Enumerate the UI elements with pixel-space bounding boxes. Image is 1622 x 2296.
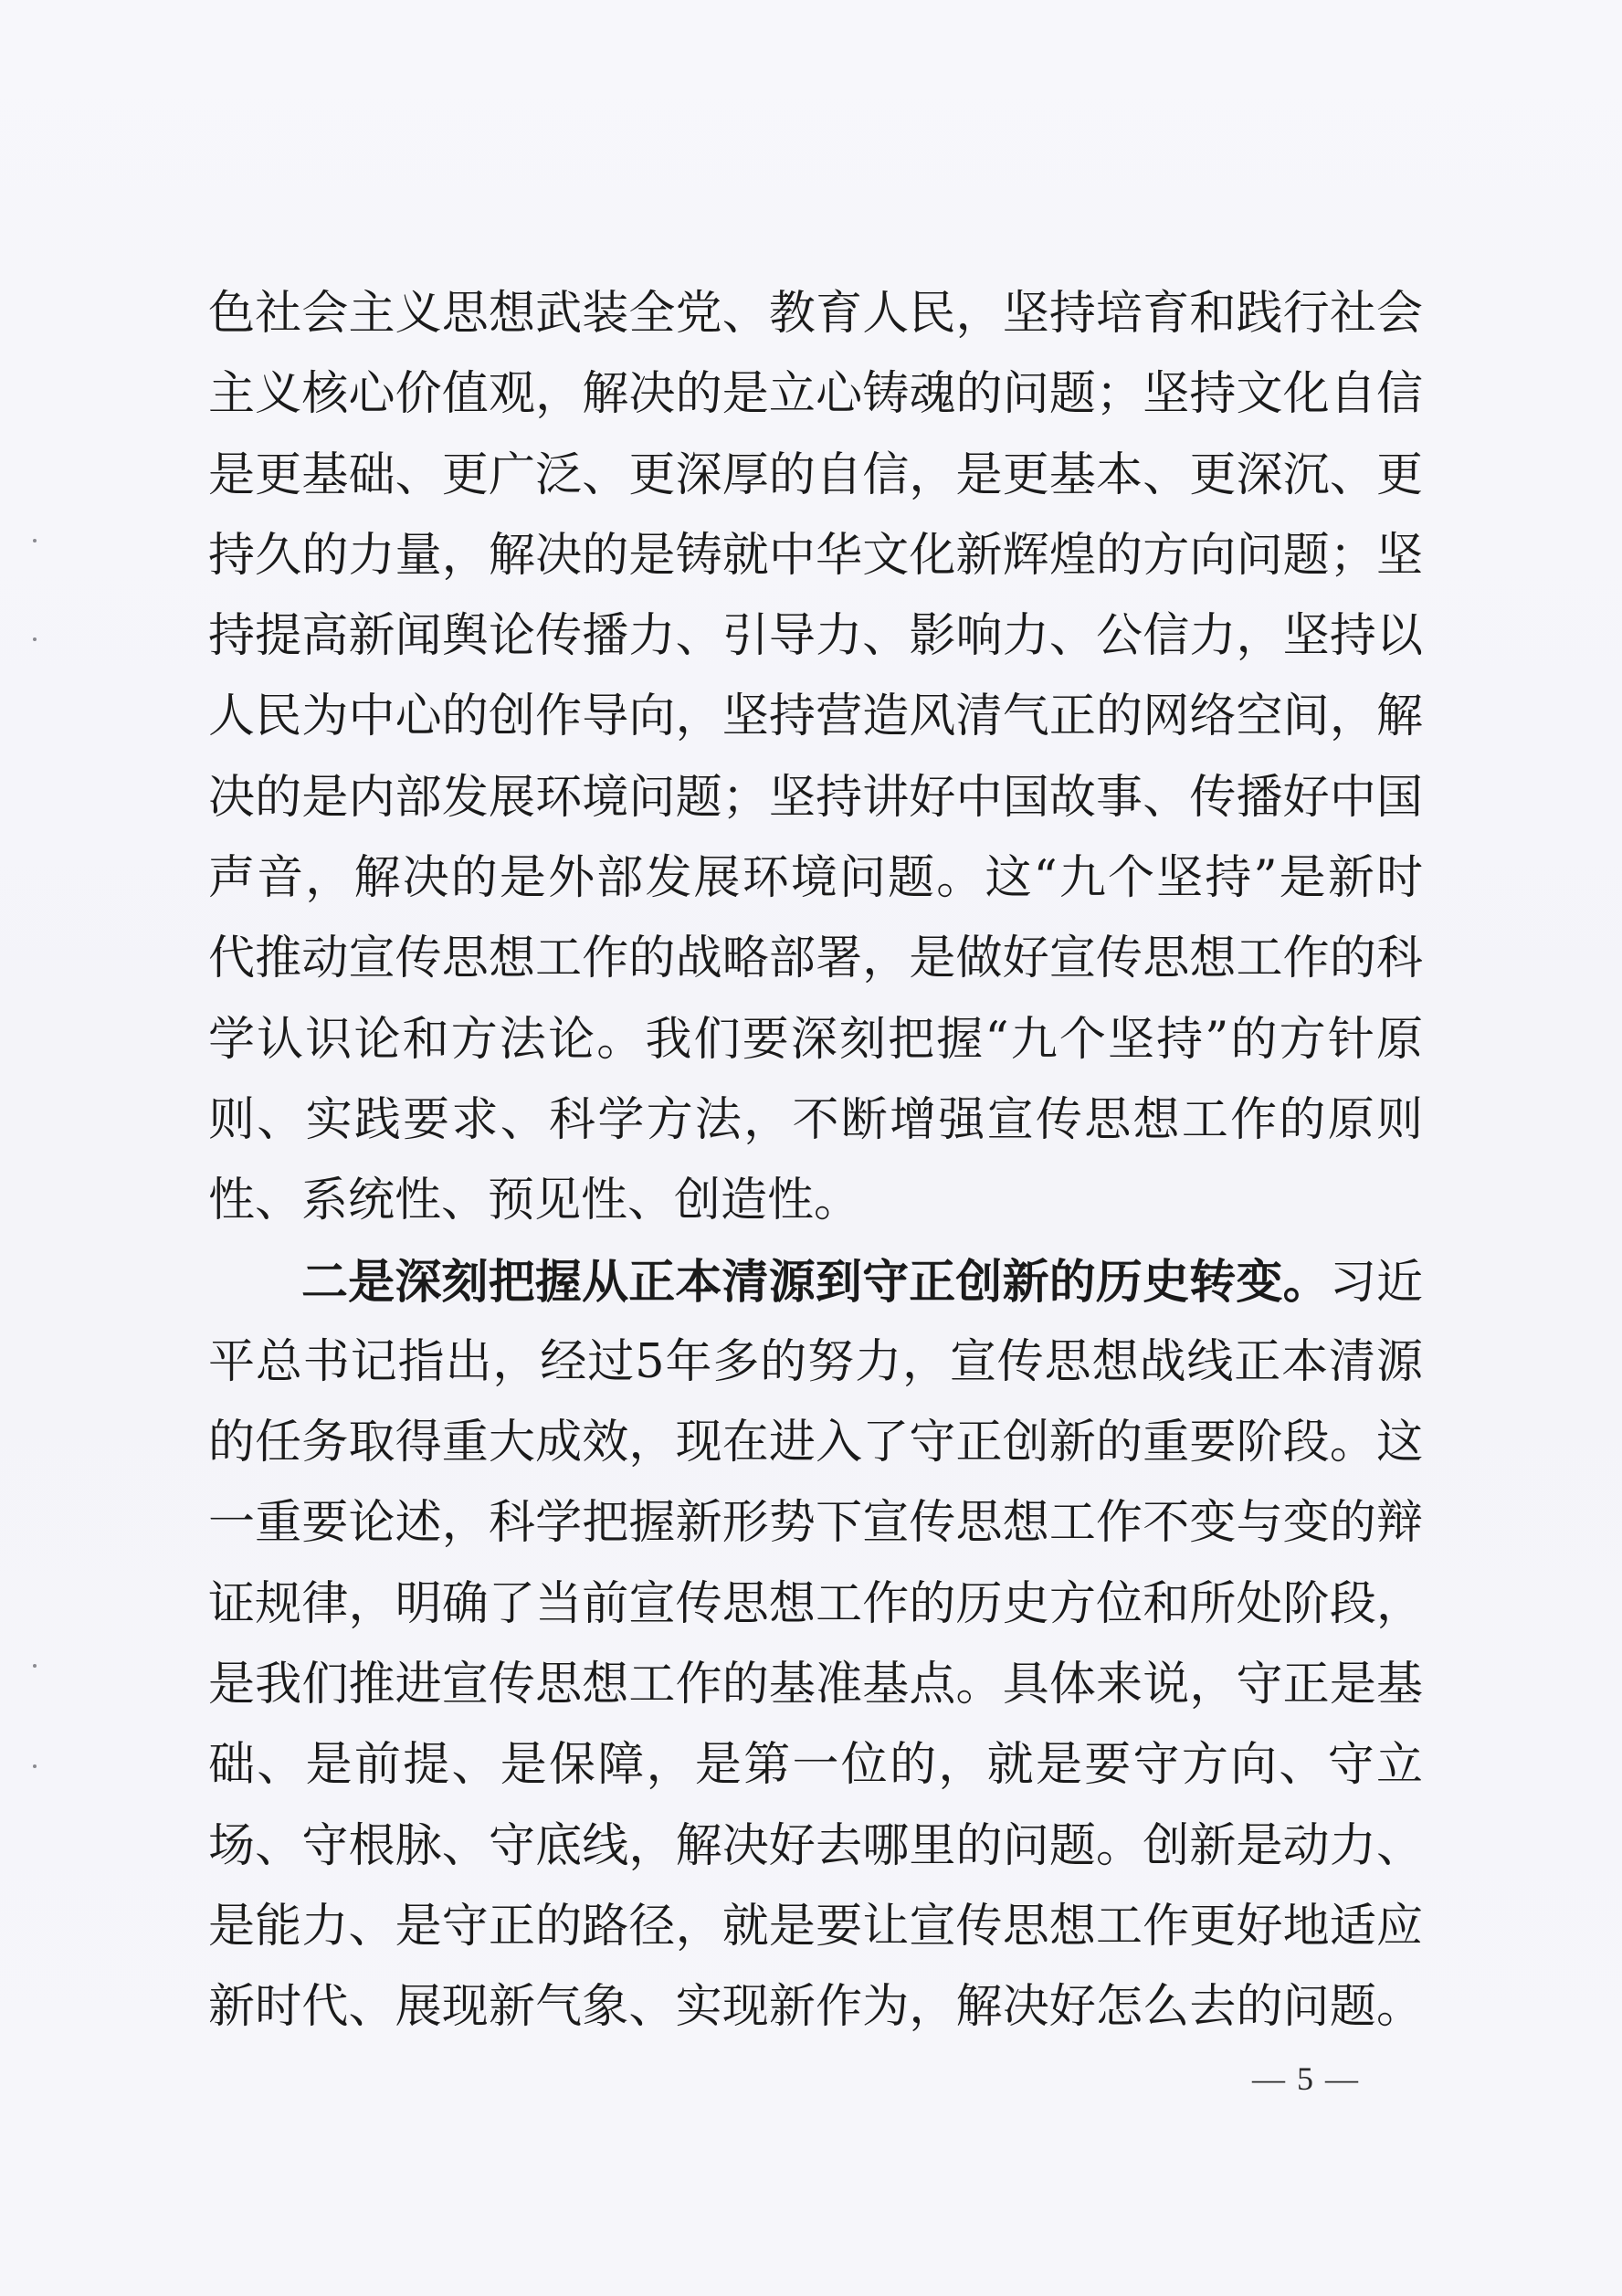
text-line: 学认识论和方法论。我们要深刻把握“九个坚持”的方针原 (208, 1012, 1423, 1067)
heading-line-rest: 习近 (1329, 1255, 1423, 1310)
text-line: 新时代、展现新气象、实现新作为，解决好怎么去的问题。 (208, 1980, 1423, 2035)
text-line: 是能力、是守正的路径，就是要让宣传思想工作更好地适应 (208, 1899, 1423, 1954)
text-line: 主义核心价值观，解决的是立心铸魂的问题；坚持文化自信 (208, 367, 1423, 422)
page-number: — 5 — (1252, 2060, 1360, 2097)
body-text (208, 274, 1423, 2048)
text-line: 一重要论述，科学把握新形势下宣传思想工作不变与变的辩 (208, 1496, 1423, 1551)
margin-dot (33, 1764, 37, 1768)
text-line: 场、守根脉、守底线，解决好去哪里的问题。创新是动力、 (208, 1818, 1423, 1873)
text-line: 平总书记指出，经过5年多的努力，宣传思想战线正本清源 (208, 1334, 1423, 1389)
text-line: 持提高新闻舆论传播力、引导力、影响力、公信力，坚持以 (208, 609, 1423, 664)
text-line: 性、系统性、预见性、创造性。 (208, 1174, 861, 1228)
margin-dot (33, 1664, 37, 1668)
text-line: 代推动宣传思想工作的战略部署，是做好宣传思想工作的科 (208, 932, 1423, 986)
text-line: 的任务取得重大成效，现在进入了守正创新的重要阶段。这 (208, 1416, 1423, 1470)
paragraph-heading: 二是深刻把握从正本清源到守正创新的历史转变。 (301, 1254, 1330, 1310)
text-line: 人民为中心的创作导向，坚持营造风清气正的网络空间，解 (208, 690, 1423, 744)
text-line: 决的是内部发展环境问题；坚持讲好中国故事、传播好中国 (208, 770, 1423, 825)
text-line: 则、实践要求、科学方法，不断增强宣传思想工作的原则 (208, 1092, 1423, 1147)
paragraph-heading-line (208, 1242, 1423, 1322)
text-line: 声音，解决的是外部发展环境问题。这“九个坚持”是新时 (208, 851, 1423, 906)
text-line: 证规律，明确了当前宣传思想工作的历史方位和所处阶段， (208, 1576, 1423, 1631)
text-line: 是我们推进宣传思想工作的基准基点。具体来说，守正是基 (208, 1658, 1423, 1712)
text-line: 持久的力量，解决的是铸就中华文化新辉煌的方向问题；坚 (208, 528, 1423, 583)
text-line: 础、是前提、是保障，是第一位的，就是要守方向、守立 (208, 1738, 1423, 1793)
margin-dot (33, 539, 37, 542)
text-line: 色社会主义思想武装全党、教育人民，坚持培育和践行社会 (208, 287, 1423, 341)
text-line: 是更基础、更广泛、更深厚的自信，是更基本、更深沉、更 (208, 448, 1423, 502)
margin-dot (33, 637, 37, 641)
